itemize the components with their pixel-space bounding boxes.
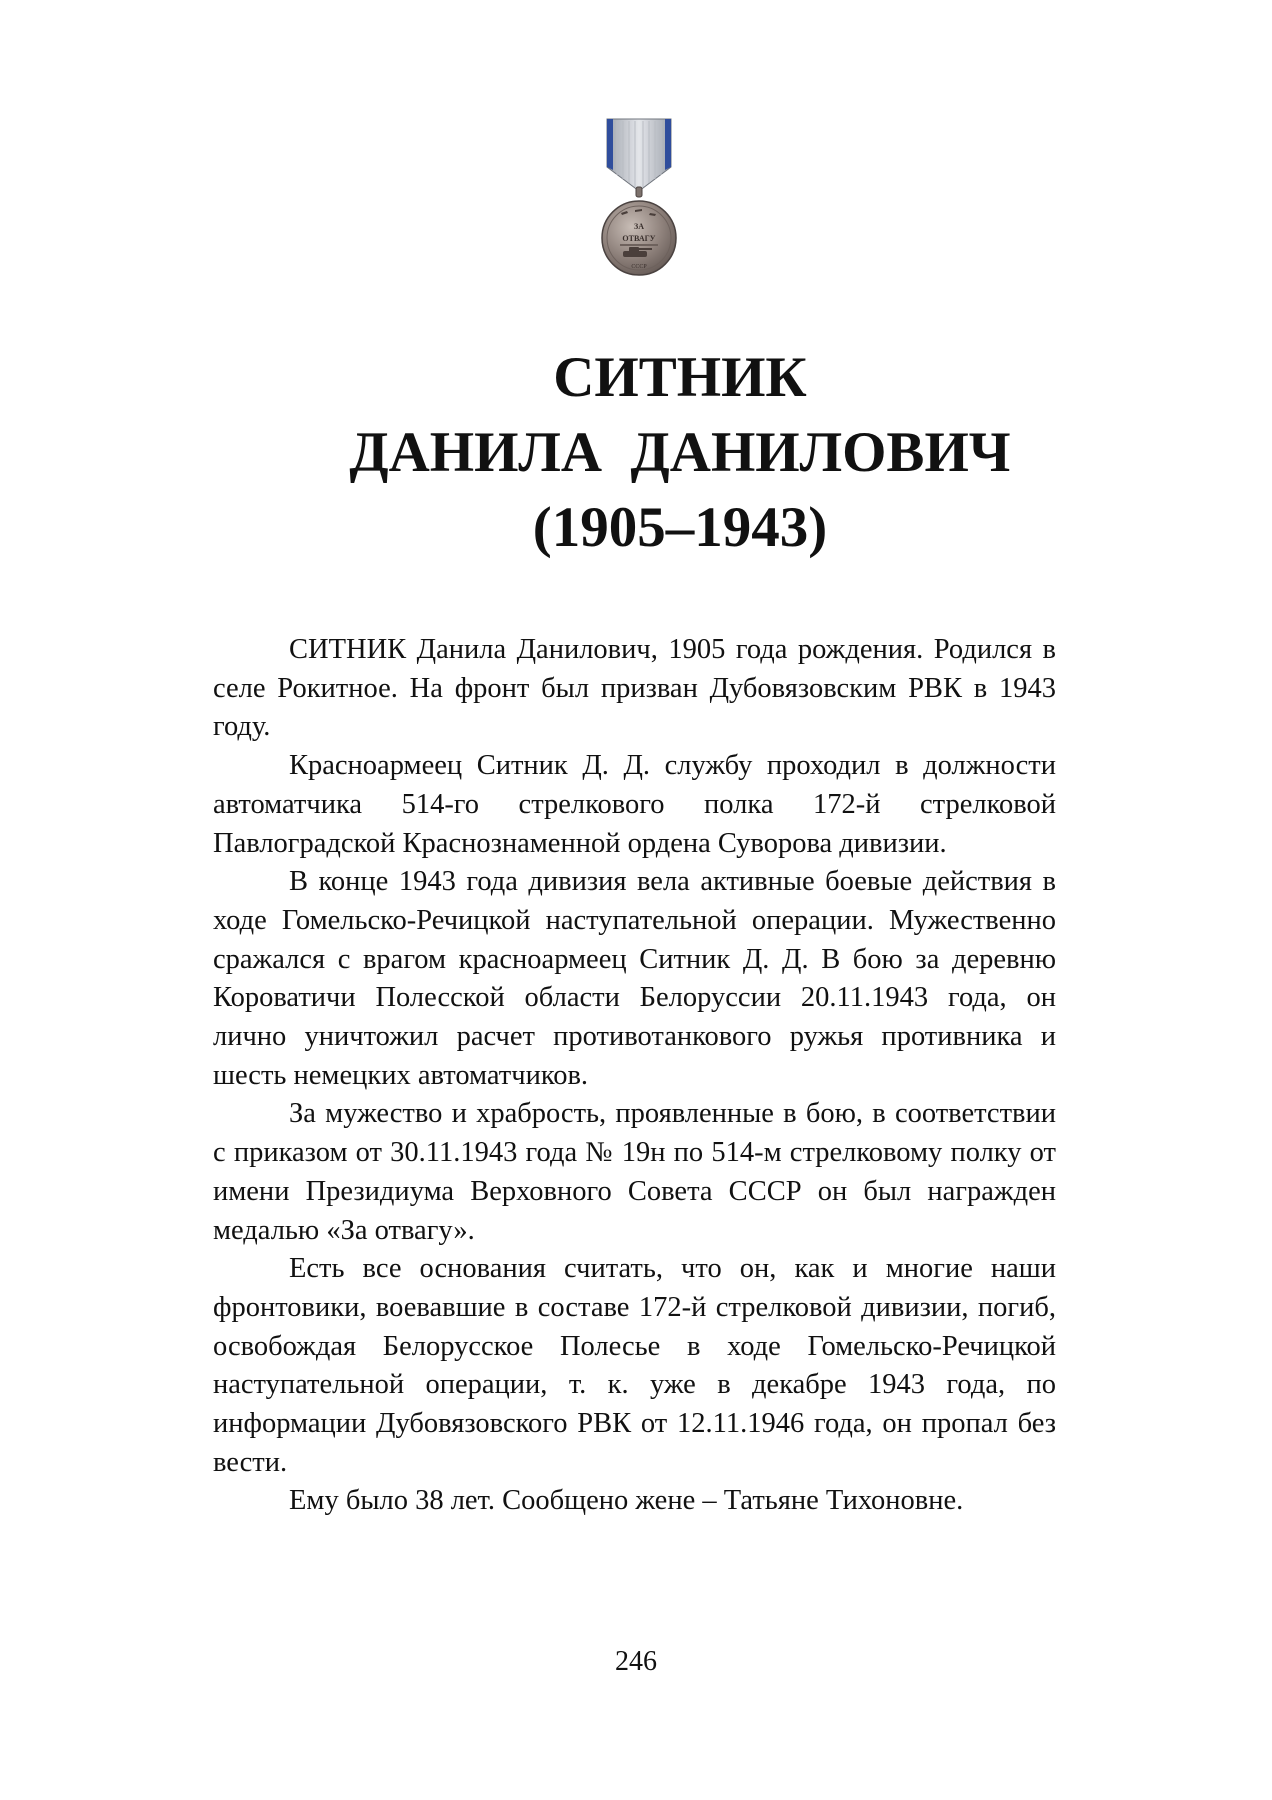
page-number: 246	[615, 1646, 657, 1677]
paragraph: СИТНИК Данила Данилович, 1905 года рождения. Родился в селе Рокитное. На фронт был призван Дубовязовским РВК в 1943 году.	[213, 634, 1056, 743]
medal-for-courage-icon	[599, 117, 679, 287]
title-name: ДАНИЛА ДАНИЛОВИЧ	[349, 421, 1011, 484]
paragraph: В конце 1943 года дивизия вела активные боевые действия в ходе Гомельско-Речицкой наступательной операции. Мужественно сражался с врагом красноармеец Ситник Д. Д. В бою за деревню Короватичи Полесской области Белоруссии 20.11.1943 года, он лично уничтожил расчет противотанкового ружья противника и шесть немецких автоматчиков.	[213, 866, 1056, 1091]
paragraph: Красноармеец Ситник Д. Д. службу проходил в должности автоматчика 514-го стрелкового полка 172-й стрелковой Павлоградской Краснознаменной ордена Суворова дивизии.	[213, 750, 1056, 859]
svg-text:ОТВАГУ: ОТВАГУ	[622, 234, 656, 243]
paragraph: Ему было 38 лет. Сообщено жене – Татьяне Тихоновне.	[289, 1485, 964, 1517]
biography-text	[213, 631, 1056, 1521]
paragraph: Есть все основания считать, что он, как и многие наши фронтовики, воевавшие в составе 172-й стрелковой дивизии, погиб, освобождая Белорусское Полесье в ходе Гомельско-Речицкой наступательной операции, т. к. уже в декабре 1943 года, по информации Дубовязовского РВК от 12.11.1946 года, он пропал без вести.	[213, 1253, 1056, 1478]
svg-text:ЗА: ЗА	[634, 222, 644, 231]
title-surname: СИТНИК	[553, 346, 807, 409]
title-years: (1905–1943)	[532, 496, 828, 559]
paragraph: За мужество и храбрость, проявленные в бою, в соответствии с приказом от 30.11.1943 года № 19н по 514-м стрелковому полку от имени Президиума Верховного Совета СССР он был награжден медалью «За отвагу».	[213, 1098, 1056, 1246]
biography-title	[300, 340, 1060, 565]
svg-text:СССР: СССР	[631, 264, 647, 270]
